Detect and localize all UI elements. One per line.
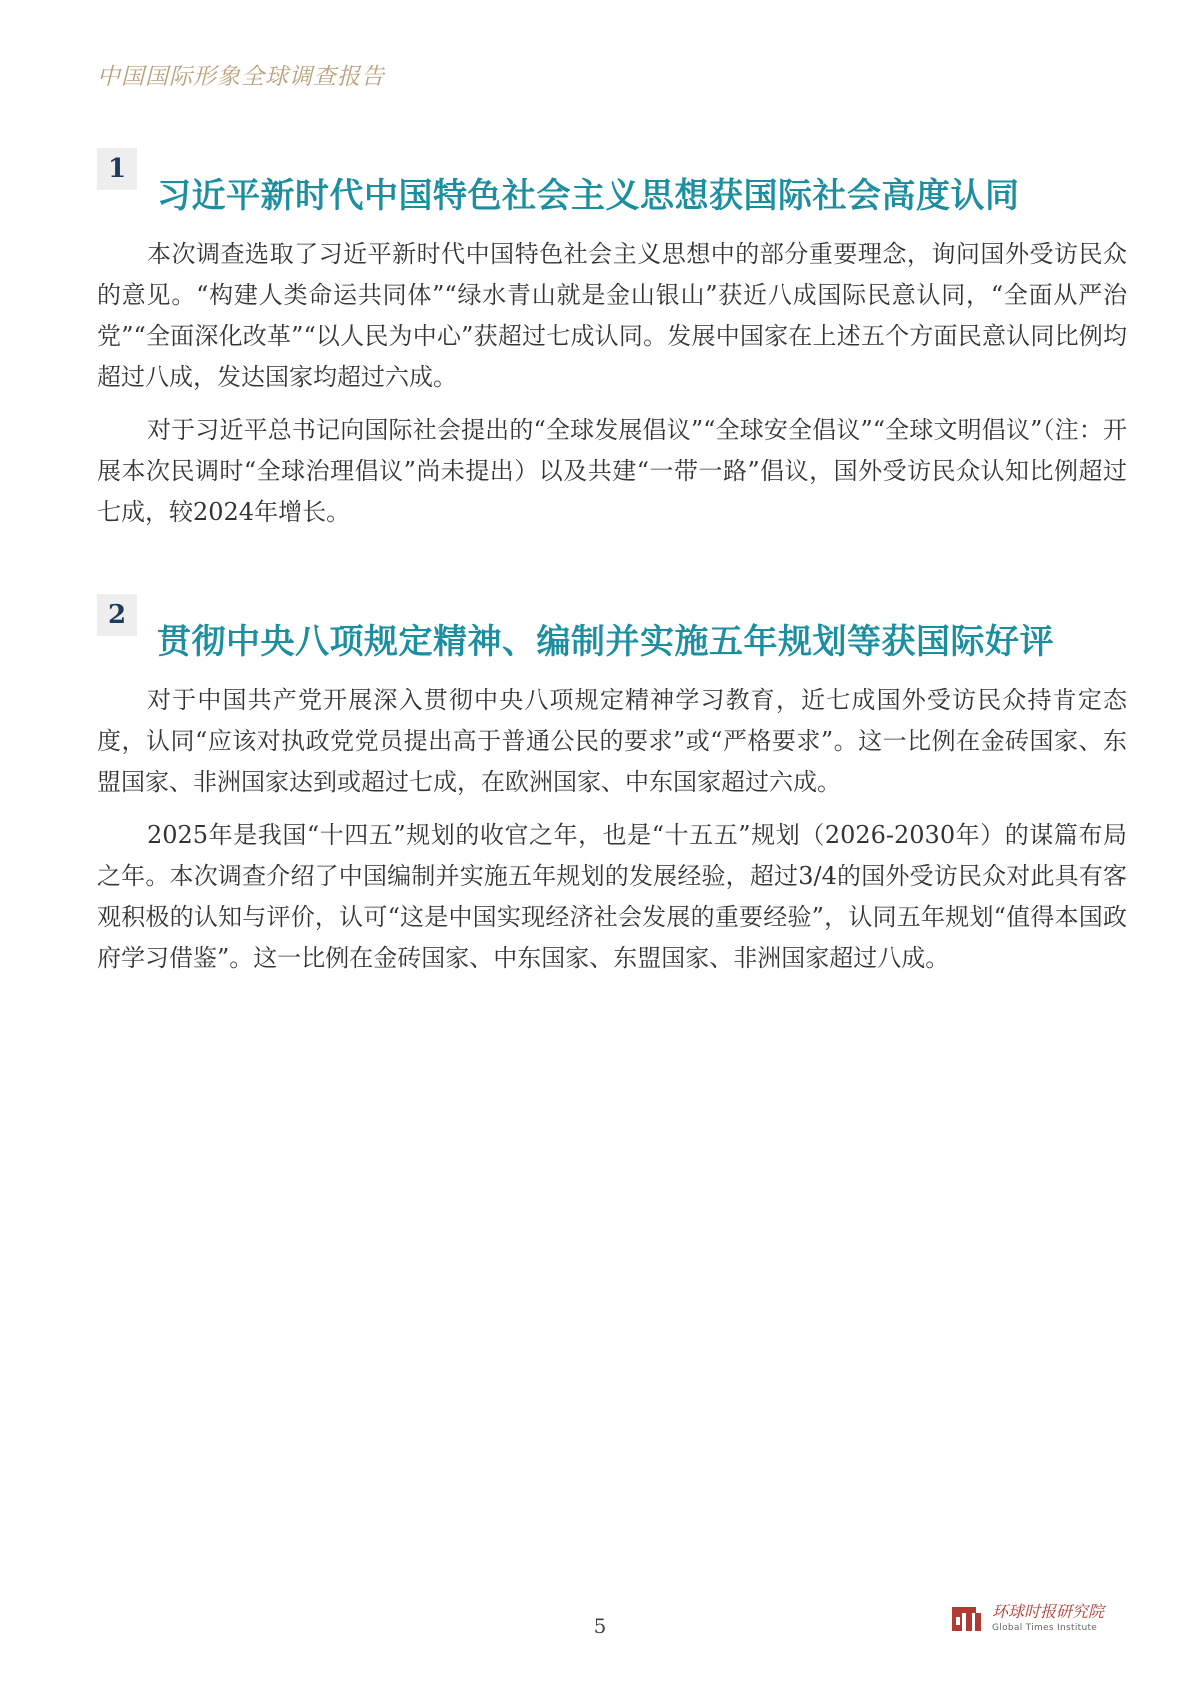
page-number: 5 [593,1614,607,1638]
section-body [97,680,1127,979]
section-1 [97,148,1127,533]
body-paragraph: 本次调查选取了习近平新时代中国特色社会主义思想中的部分重要理念，询问国外受访民众的意见。“构建人类命运共同体”“绿水青山就是金山银山”获近八成国际民意认同，“全面从严治党”“全面深化改革”“以人民为中心”获超过七成认同。发展中国家在上述五个方面民意认同比例均超过八成，发达国家均超过六成。 [97,240,1127,391]
body-paragraph: 对于中国共产党开展深入贯彻中央八项规定精神学习教育，近七成国外受访民众持肯定态度，认同“应该对执政党党员提出高于普通公民的要求”或“严格要求”。这一比例在金砖国家、东盟国家、非洲国家达到或超过七成，在欧洲国家、中东国家超过六成。 [97,686,1127,796]
section-body [97,234,1127,533]
global-times-institute-logo [950,1601,1104,1635]
logo-english-name: Global Times Institute [992,1623,1098,1633]
logo-chinese-name: 环球时报研究院 [992,1602,1105,1621]
section-title: 贯彻中央八项规定精神、编制并实施五年规划等获国际好评 [157,622,1054,662]
section-heading [97,594,1127,664]
section-2 [97,594,1127,979]
running-header-title: 中国国际形象全球调查报告 [97,64,385,90]
section-number-badge: 2 [97,594,137,636]
body-paragraph: 2025年是我国“十四五”规划的收官之年，也是“十五五”规划（2026-2030年）的谋篇布局之年。本次调查介绍了中国编制并实施五年规划的发展经验，超过3/4的国外受访民众对此具有客观积极的认知与评价，认可“这是中国实现经济社会发展的重要经验”，认同五年规划“值得本国政府学习借鉴”。这一比例在金砖国家、中东国家、东盟国家、非洲国家超过八成。 [97,821,1127,972]
section-number-badge: 1 [97,148,137,190]
section-heading [97,148,1127,218]
body-paragraph: 对于习近平总书记向国际社会提出的“全球发展倡议”“全球安全倡议”“全球文明倡议”（注：开展本次民调时“全球治理倡议”尚未提出）以及共建“一带一路”倡议，国外受访民众认知比例超过七成，较2024年增长。 [97,416,1127,526]
section-title: 习近平新时代中国特色社会主义思想获国际社会高度认同 [157,176,1020,216]
gt-logo-icon [950,1601,984,1635]
